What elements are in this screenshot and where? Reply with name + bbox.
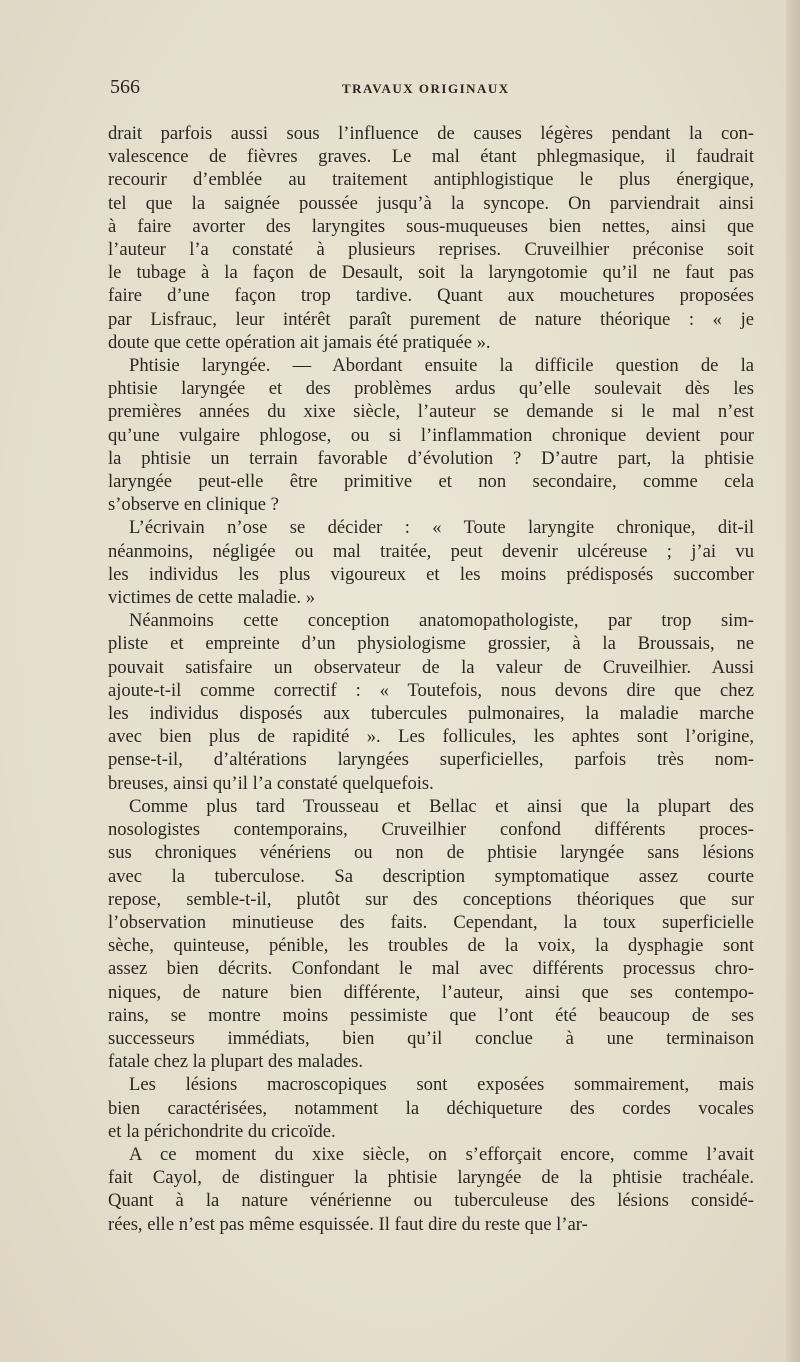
text-line: valescence de fièvres graves. Le mal étant phlegmasique, il faudrait <box>108 146 754 168</box>
text-line: nosologistes contemporains, Cruveilhier confond différents proces- <box>108 819 754 841</box>
text-line: premières années du xixe siècle, l’auteur se demande si le mal n’est <box>108 401 754 423</box>
text-line: laryngée peut-elle être primitive et non secondaire, comme cela <box>108 471 754 493</box>
text-line: sèche, quinteuse, pénible, les troubles de la voix, la dysphagie sont <box>108 935 754 957</box>
text-line: bien caractérisées, notamment la déchiqueture des cordes vocales <box>108 1097 754 1119</box>
text-line: tel que la saignée poussée jusqu’à la syncope. On parviendrait ainsi <box>108 192 754 214</box>
text-line: successeurs immédiats, bien qu’il conclue à une terminaison <box>108 1027 754 1049</box>
running-head: TRAVAUX ORIGINAUX <box>342 81 510 96</box>
text-line: avec bien plus de rapidité ». Les follicules, les aphtes sont l’origine, <box>108 726 754 748</box>
text-line: et la périchondrite du cricoïde. <box>108 1120 336 1142</box>
text-line: s’observe en clinique ? <box>108 494 279 516</box>
text-line: Phtisie laryngée. — Abordant ensuite la difficile question de la <box>129 355 754 377</box>
text-line: recourir d’emblée au traitement antiphlogistique le plus énergique, <box>108 169 754 191</box>
page-edge-shadow <box>786 0 800 1362</box>
text-line: Néanmoins cette conception anatomopathologiste, par trop sim- <box>129 610 754 632</box>
text-line: faire d’une façon trop tardive. Quant aux mouchetures proposées <box>108 285 754 307</box>
text-line: rains, se montre moins pessimiste que l’ont été beaucoup de ses <box>108 1004 754 1026</box>
text-line: ajoute-t-il comme correctif : « Toutefois, nous devons dire que chez <box>108 679 754 701</box>
text-line: sus chroniques vénériens ou non de phtisie laryngée sans lésions <box>108 842 754 864</box>
body-text <box>108 122 754 1236</box>
text-line: niques, de nature bien différente, l’auteur, ainsi que ses contempo- <box>108 981 754 1003</box>
text-line: l’auteur l’a constaté à plusieurs reprises. Cruveilhier préconise soit <box>108 239 754 261</box>
text-line: les individus les plus vigoureux et les moins prédisposés succomber <box>108 563 754 585</box>
text-line: les individus disposés aux tubercules pulmonaires, la maladie marche <box>108 703 754 725</box>
text-line: pense-t-il, d’altérations laryngées superficielles, parfois très nom- <box>108 749 754 771</box>
text-line: la phtisie un terrain favorable d’évolution ? D’autre part, la phtisie <box>108 447 754 469</box>
text-line: victimes de cette maladie. » <box>108 587 316 609</box>
page-header <box>110 76 730 104</box>
text-line: avec la tuberculose. Sa description symptomatique assez courte <box>108 865 754 887</box>
text-line: à faire avorter des laryngites sous-muqueuses bien nettes, ainsi que <box>108 215 754 237</box>
text-line: fait Cayol, de distinguer la phtisie laryngée de la phtisie trachéale. <box>108 1167 754 1189</box>
text-line: rées, elle n’est pas même esquissée. Il faut dire du reste que l’ar- <box>108 1213 588 1235</box>
page-number: 566 <box>110 76 140 98</box>
text-line: fatale chez la plupart des malades. <box>108 1051 364 1073</box>
text-line: L’écrivain n’ose se décider : « Toute laryngite chronique, dit-il <box>129 517 754 539</box>
text-line: doute que cette opération ait jamais été pratiquée ». <box>108 331 491 353</box>
text-line: par Lisfrauc, leur intérêt paraît purement de nature théorique : « je <box>108 308 754 330</box>
text-line: pouvait satisfaire un observateur de la valeur de Cruveilhier. Aussi <box>108 656 754 678</box>
text-line: l’observation minutieuse des faits. Cependant, la toux superficielle <box>108 911 754 933</box>
text-line: A ce moment du xixe siècle, on s’efforçait encore, comme l’avait <box>129 1143 754 1165</box>
text-line: Les lésions macroscopiques sont exposées sommairement, mais <box>129 1074 754 1096</box>
text-line: qu’une vulgaire phlogose, ou si l’inflammation chronique devient pour <box>108 424 754 446</box>
text-line: breuses, ainsi qu’il l’a constaté quelquefois. <box>108 772 434 794</box>
text-line: Comme plus tard Trousseau et Bellac et ainsi que la plupart des <box>129 795 754 817</box>
text-line: drait parfois aussi sous l’influence de causes légères pendant la con- <box>108 123 754 144</box>
text-line: pliste et empreinte d’un physiologisme grossier, à la Broussais, ne <box>108 633 754 655</box>
text-line: assez bien décrits. Confondant le mal avec différents processus chro- <box>108 958 754 980</box>
text-line: repose, semble-t-il, plutôt sur des conceptions théoriques que sur <box>108 888 754 910</box>
text-line: le tubage à la façon de Desault, soit la laryngotomie qu’il ne faut pas <box>108 262 754 284</box>
text-line: phtisie laryngée et des problèmes ardus qu’elle soulevait dès les <box>108 378 754 400</box>
text-line: néanmoins, négligée ou mal traitée, peut devenir ulcéreuse ; j’ai vu <box>108 540 754 562</box>
text-line: Quant à la nature vénérienne ou tuberculeuse des lésions considé- <box>108 1190 754 1212</box>
